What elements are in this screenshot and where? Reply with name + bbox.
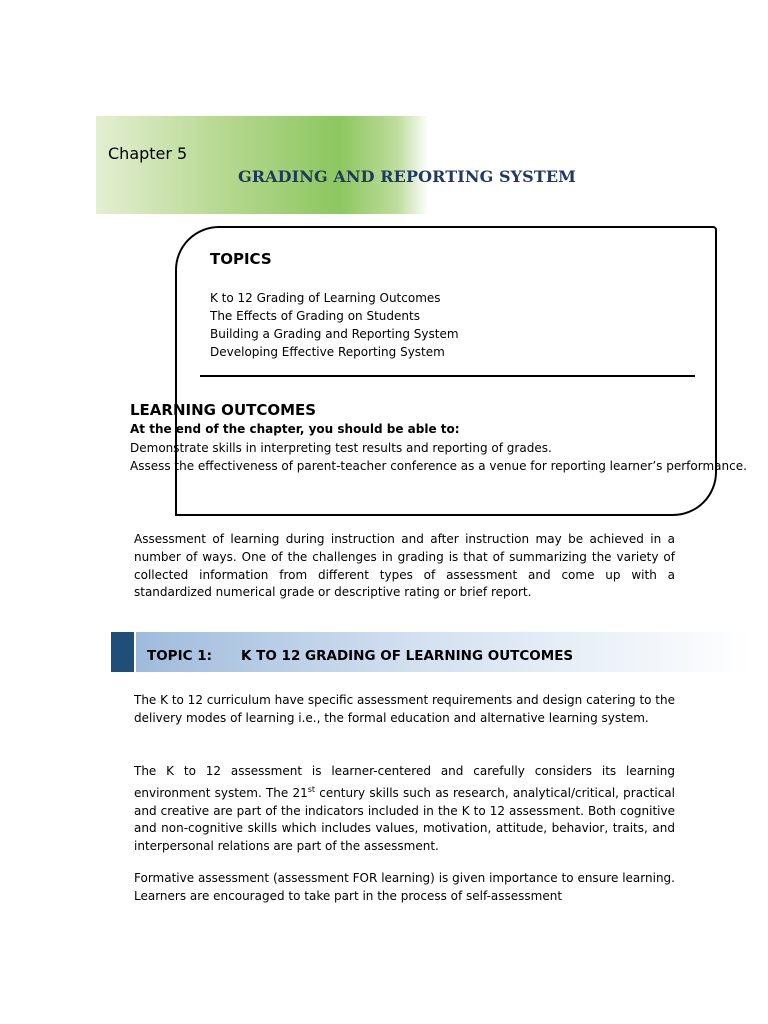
topics-divider [200, 375, 695, 377]
learning-outcome-item: Assess the effectiveness of parent-teacher conference as a venue for reporting learner’s performance. [130, 459, 747, 473]
topic-title: K TO 12 GRADING OF LEARNING OUTCOMES [241, 648, 574, 664]
topics-heading: TOPICS [210, 250, 272, 268]
topic-list-item: The Effects of Grading on Students [210, 309, 420, 323]
topic-list-item: K to 12 Grading of Learning Outcomes [210, 291, 441, 305]
topic-paragraph: The K to 12 curriculum have specific assessment requirements and design catering to the delivery modes of learning i.e., the formal education and alternative learning system. [134, 693, 675, 725]
topic-paragraph [134, 763, 675, 856]
topic-number: TOPIC 1: [147, 648, 213, 664]
topic-banner-block [111, 632, 134, 672]
learning-outcomes-heading: LEARNING OUTCOMES [130, 401, 317, 419]
chapter-label: Chapter 5 [108, 144, 188, 163]
chapter-header-band [96, 116, 736, 214]
intro-paragraph: Assessment of learning during instruction and after instruction may be achieved in a number of ways. One of the challenges in grading is that of summarizing the variety of collected information from different types of assessment and come up with a standardized numerical grade or descriptive rating or brief report. [134, 532, 675, 600]
topics-list [210, 289, 459, 361]
chapter-title: GRADING AND REPORTING SYSTEM [238, 167, 576, 186]
ordinal-suffix: st [307, 784, 316, 794]
learning-outcome-item: Demonstrate skills in interpreting test results and reporting of grades. [130, 441, 552, 455]
topic-paragraph: Formative assessment (assessment FOR learning) is given importance to ensure learning. Learners are encouraged to take part in the process of self-assessment [134, 871, 675, 903]
topic-list-item: Developing Effective Reporting System [210, 345, 445, 359]
topic-list-item: Building a Grading and Reporting System [210, 327, 459, 341]
paragraph-text: The K to 12 assessment is learner-centered and carefully considers its learning environment system. The 21 [134, 764, 675, 800]
learning-outcomes-intro: At the end of the chapter, you should be able to: [130, 422, 460, 436]
paragraph-text: century skills such as research, analytical/critical, practical and creative are part of the indicators included in the K to 12 assessment. Both cognitive and non-cognitive skills which includes values, motivation, attitude, behavior, traits, and interpersonal relations are part of the assessment. [134, 785, 675, 854]
